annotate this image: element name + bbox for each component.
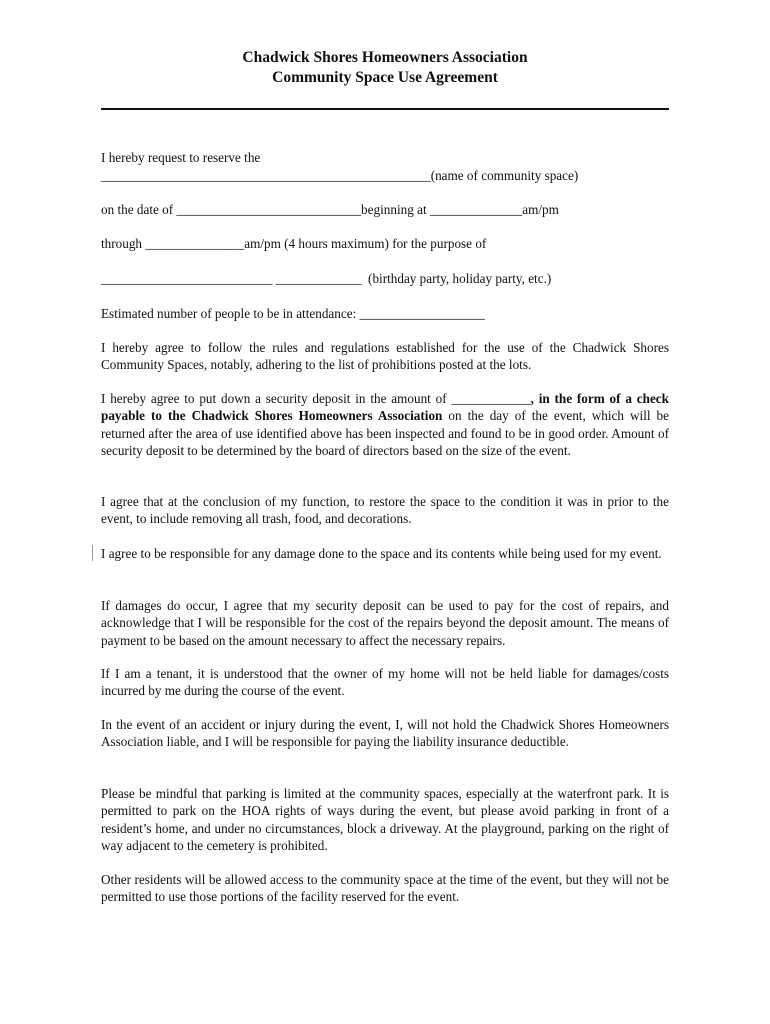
restore-paragraph: I agree that at the conclusion of my function, to restore the space to the condition it was in prior to the event, to include removing all trash, food, and decorations. [101, 494, 669, 527]
request-line: I hereby request to reserve the [101, 150, 261, 165]
end-time-purpose-line: through _______________am/pm (4 hours maximum) for the purpose of [101, 236, 487, 251]
tenant-paragraph: If I am a tenant, it is understood that the owner of my home will not be held liable for damages/costs incurred by me during the course of the event. [101, 666, 669, 699]
liability-paragraph: In the event of an accident or injury during the event, I, will not hold the Chadwick Shores Homeowners Association liable, and I will be responsible for paying the liability insurance deductible. [101, 717, 669, 750]
repairs-paragraph: If damages do occur, I agree that my security deposit can be used to pay for the cost of repairs, and acknowledge that I will be responsible for the cost of the repairs beyond the deposit amount. The means of payment to be based on the amount necessary to affect the necessary repairs. [101, 598, 669, 648]
damage-paragraph: I agree to be responsible for any damage done to the space and its contents while being used for my event. [101, 546, 662, 561]
deposit-check-terms: , in the form of a check payable to the Chadwick Shores Homeowners Association [101, 391, 669, 424]
parking-paragraph: Please be mindful that parking is limited at the community spaces, especially at the waterfront park. It is permitted to park on the HOA rights of ways during the event, but please avoid parking in front of a resident’s home, and under no circumstances, block a driveway. At the playground, parking on the right of way adjacent to the cemetery is prohibited. [101, 786, 669, 853]
deposit-paragraph [101, 390, 669, 459]
document-subtitle: Community Space Use Agreement [272, 69, 498, 86]
deposit-terms: on the day of the event, which will be returned after the area of use identified above has been inspected and found to be in good order. Amount of security deposit to be determined by the board of directors based on the size of the event. [101, 408, 669, 458]
rules-paragraph: I hereby agree to follow the rules and regulations established for the use of the Chadwick Shores Community Spaces, notably, adhering to the list of prohibitions posted at the lots. [101, 340, 669, 373]
purpose-blank: __________________________ _____________ (birthday party, holiday party, etc.) [101, 271, 552, 286]
deposit-intro: I hereby agree to put down a security deposit in the amount of ____________ [101, 391, 531, 406]
attendance-blank: Estimated number of people to be in attendance: ___________________ [101, 306, 485, 321]
access-paragraph: Other residents will be allowed access to the community space at the time of the event, but they will not be permitted to use those portions of the facility reserved for the event. [101, 872, 669, 905]
title-divider [101, 108, 669, 110]
community-space-blank: __________________________________________________(name of community space) [101, 168, 579, 183]
date-time-blank: on the date of ____________________________beginning at ______________am/pm [101, 202, 559, 217]
document-title: Chadwick Shores Homeowners Association [242, 49, 528, 66]
text-cursor [92, 545, 93, 561]
